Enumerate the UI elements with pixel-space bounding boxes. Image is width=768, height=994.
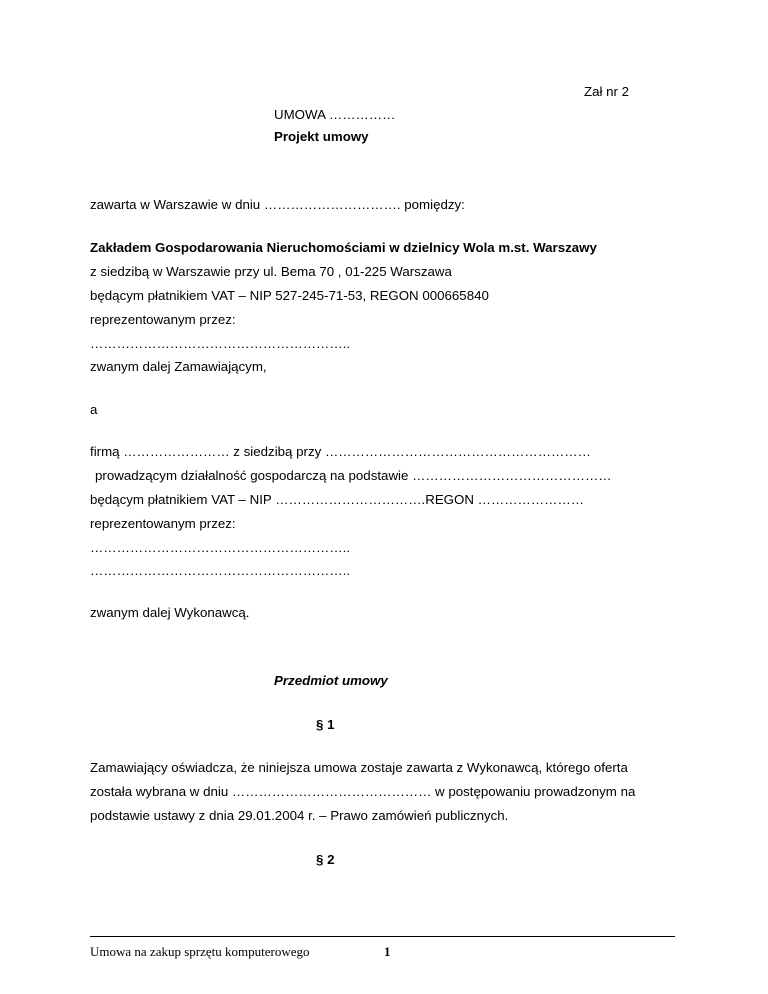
section-1-title: § 1	[316, 717, 335, 732]
employer-rep-line: …………………………………………………..	[90, 336, 351, 351]
page-number: 1	[384, 944, 391, 959]
draft-label: Projekt umowy	[274, 129, 369, 144]
employer-address: z siedzibą w Warszawie przy ul. Bema 70 , 01-225 Warszawa	[90, 264, 452, 279]
contractor-called: zwanym dalej Wykonawcą.	[90, 605, 250, 620]
contractor-business: prowadzącym działalność gospodarczą na podstawie ………………………………………	[95, 468, 612, 483]
section-1-line-1: Zamawiający oświadcza, że niniejsza umowa zostaje zawarta z Wykonawcą, którego oferta	[90, 760, 628, 775]
subject-heading: Przedmiot umowy	[274, 673, 388, 688]
contractor-rep-line-1: …………………………………………………..	[90, 540, 351, 555]
section-1-line-3: podstawie ustawy z dnia 29.01.2004 r. – Prawo zamówień publicznych.	[90, 808, 509, 823]
employer-name: Zakładem Gospodarowania Nieruchomościami w dzielnicy Wola m.st. Warszawy	[90, 240, 597, 255]
contractor-firm: firmą …………………… z siedzibą przy ……………………………………………………	[90, 444, 591, 459]
employer-called: zwanym dalej Zamawiającym,	[90, 359, 267, 374]
contract-title: UMOWA ……………	[274, 107, 396, 122]
section-2-title: § 2	[316, 852, 335, 867]
conjunction: a	[90, 402, 98, 417]
contractor-rep-line-2: …………………………………………………..	[90, 563, 351, 578]
intro-line: zawarta w Warszawie w dniu …………………………. pomiędzy:	[90, 197, 465, 212]
attachment-label: Zał nr 2	[584, 84, 630, 99]
footer-title: Umowa na zakup sprzętu komputerowego	[90, 944, 310, 959]
footer-rule	[90, 936, 675, 937]
section-1-line-2: została wybrana w dniu ……………………………………… w postępowaniu prowadzonym na	[90, 784, 636, 799]
contractor-represented: reprezentowanym przez:	[90, 516, 236, 531]
employer-vat: będącym płatnikiem VAT – NIP 527-245-71-53, REGON 000665840	[90, 288, 489, 303]
employer-represented: reprezentowanym przez:	[90, 312, 236, 327]
contractor-vat: będącym płatnikiem VAT – NIP …………………………….REGON ……………………	[90, 492, 585, 507]
